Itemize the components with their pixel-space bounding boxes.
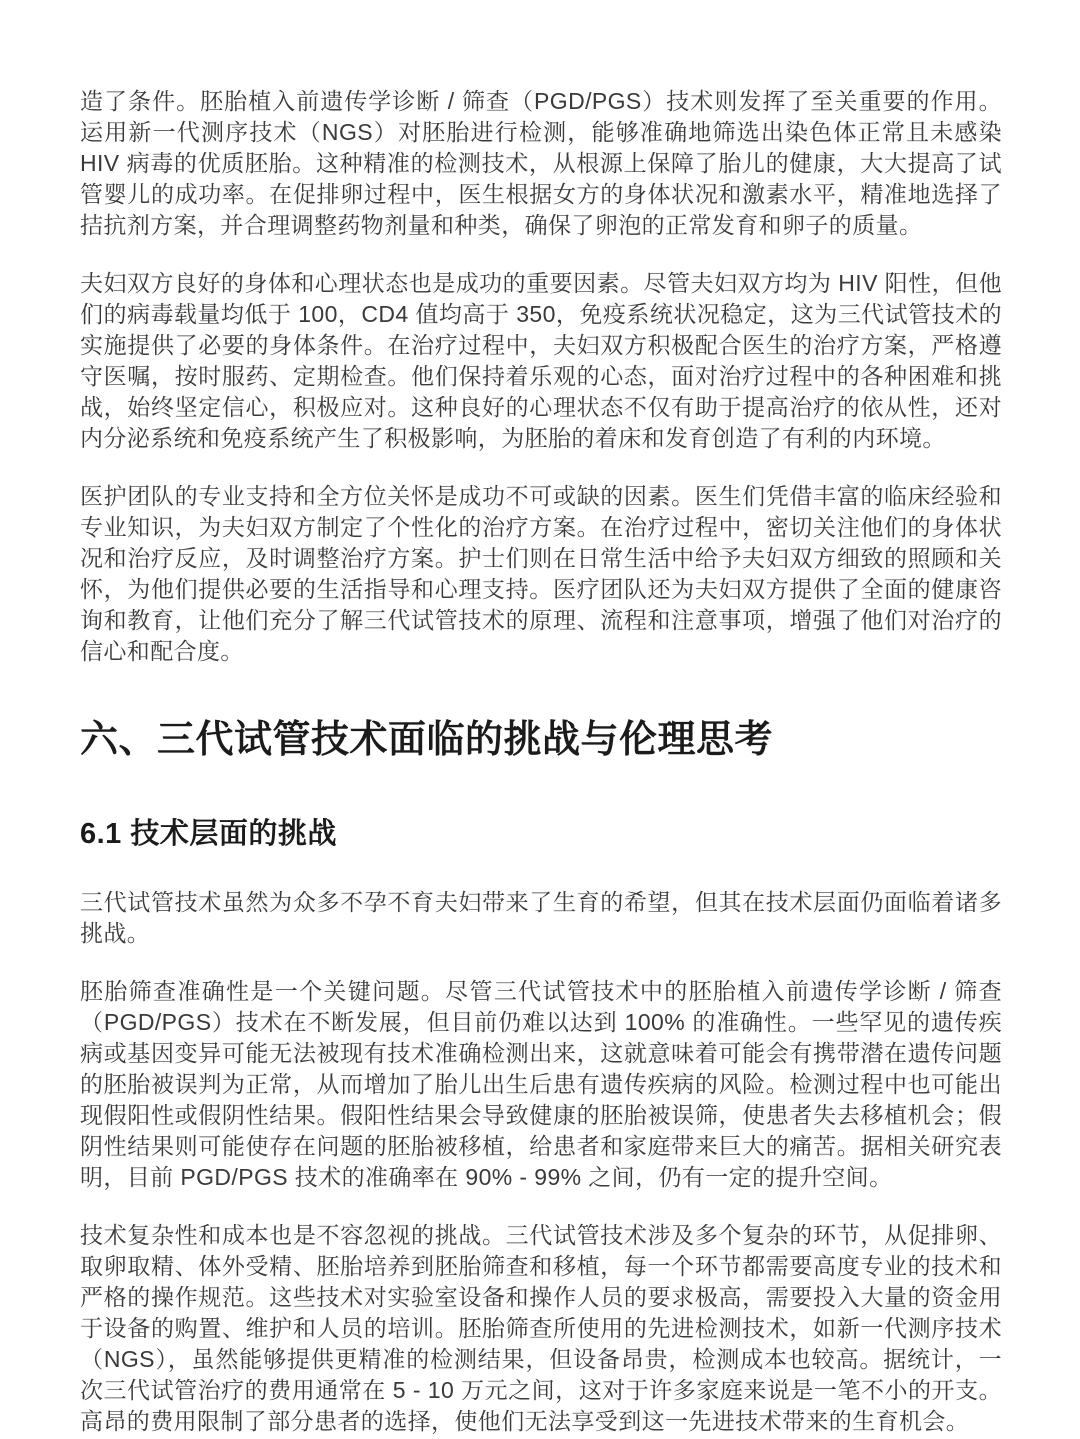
intro-paragraph-2: 夫妇双方良好的身体和心理状态也是成功的重要因素。尽管夫妇双方均为 HIV 阳性，但他们的病毒载量均低于 100，CD4 值均高于 350，免疫系统状况稳定，这为三代试管技术的实施提供了必要的身体条件。在治疗过程中，夫妇双方积极配合医生的治疗方案，严格遵守医嘱，按时服药、定期检查。他们保持着乐观的心态，面对治疗过程中的各种困难和挑战，始终坚定信心，积极应对。这种良好的心理状态不仅有助于提高治疗的依从性，还对内分泌系统和免疫系统产生了积极影响，为胚胎的着床和发育创造了有利的内环境。 xyxy=(80,270,1002,451)
section-paragraph-1: 三代试管技术虽然为众多不孕不育夫妇带来了生育的希望，但其在技术层面仍面临着诸多挑战。 xyxy=(80,889,1002,946)
intro-paragraph-1: 造了条件。胚胎植入前遗传学诊断 / 筛查（PGD/PGS）技术则发挥了至关重要的作用。运用新一代测序技术（NGS）对胚胎进行检测，能够准确地筛选出染色体正常且未感染 HIV 病毒的优质胚胎。这种精准的检测技术，从根源上保障了胎儿的健康，大大提高了试管婴儿的成功率。在促排卵过程中，医生根据女方的身体状况和激素水平，精准地选择了拮抗剂方案，并合理调整药物剂量和种类，确保了卵泡的正常发育和卵子的质量。 xyxy=(80,88,1002,238)
section-paragraph-2: 胚胎筛查准确性是一个关键问题。尽管三代试管技术中的胚胎植入前遗传学诊断 / 筛查（PGD/PGS）技术在不断发展，但目前仍难以达到 100% 的准确性。一些罕见的遗传疾病或基因变异可能无法被现有技术准确检测出来，这就意味着可能会有携带潜在遗传问题的胚胎被误判为正常，从而增加了胎儿出生后患有遗传疾病的风险。检测过程中也可能出现假阳性或假阴性结果。假阳性结果会导致健康的胚胎被误筛，使患者失去移植机会；假阴性结果则可能使存在问题的胚胎被移植，给患者和家庭带来巨大的痛苦。据相关研究表明，目前 PGD/PGS 技术的准确率在 90% - 99% 之间，仍有一定的提升空间。 xyxy=(80,978,1002,1190)
section-paragraph-3: 技术复杂性和成本也是不容忽视的挑战。三代试管技术涉及多个复杂的环节，从促排卵、取卵取精、体外受精、胚胎培养到胚胎筛查和移植，每一个环节都需要高度专业的技术和严格的操作规范。这些技术对实验室设备和操作人员的要求极高，需要投入大量的资金用于设备的购置、维护和人员的培训。胚胎筛查所使用的先进检测技术，如新一代测序技术（NGS），虽然能够提供更精准的检测结果，但设备昂贵，检测成本也较高。据统计，一次三代试管治疗的费用通常在 5 - 10 万元之间，这对于许多家庭来说是一笔不小的开支。高昂的费用限制了部分患者的选择，使他们无法享受到这一先进技术带来的生育机会。 xyxy=(80,1222,1002,1434)
section-heading: 六、三代试管技术面临的挑战与伦理思考 xyxy=(80,719,774,761)
subsection-heading: 6.1 技术层面的挑战 xyxy=(80,818,337,850)
intro-paragraph-3: 医护团队的专业支持和全方位关怀是成功不可或缺的因素。医生们凭借丰富的临床经验和专业知识，为夫妇双方制定了个性化的治疗方案。在治疗过程中，密切关注他们的身体状况和治疗反应，及时调整治疗方案。护士们则在日常生活中给予夫妇双方细致的照顾和关怀，为他们提供必要的生活指导和心理支持。医疗团队还为夫妇双方提供了全面的健康咨询和教育，让他们充分了解三代试管技术的原理、流程和注意事项，增强了他们对治疗的信心和配合度。 xyxy=(80,483,1002,664)
